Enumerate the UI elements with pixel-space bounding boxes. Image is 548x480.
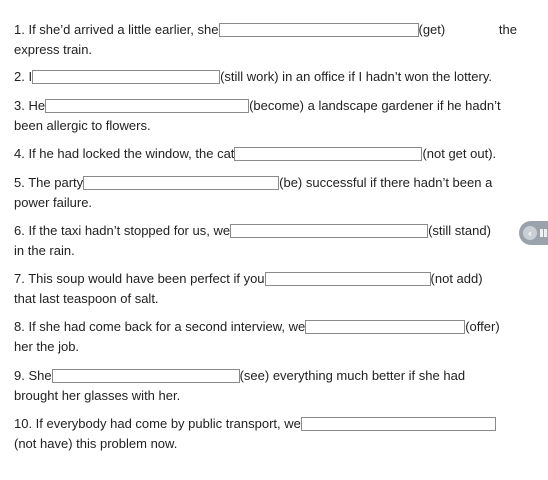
pause-icon <box>540 229 547 237</box>
item-2-text-before: 2. I <box>14 69 33 84</box>
exercise-item-6 <box>14 221 517 261</box>
item-8-answer-field[interactable] <box>305 320 465 334</box>
item-4-text-after: (not get out). <box>422 146 497 161</box>
item-1-answer-field[interactable] <box>219 23 419 37</box>
exercise-item-5 <box>14 173 517 213</box>
exercise-item-4 <box>14 144 517 164</box>
item-9-text-after: (see) everything much better if she had <box>239 368 466 383</box>
item-1-word-the: the <box>498 22 517 37</box>
exercise-item-7 <box>14 269 517 309</box>
item-8-text-after: (offer) <box>465 319 500 334</box>
item-2-answer-field[interactable] <box>32 70 220 84</box>
exercise-item-10 <box>14 414 517 454</box>
item-1-text-after: (get) <box>418 22 446 37</box>
item-8-continuation: her the job. <box>14 339 80 354</box>
item-3-text-after: (become) a landscape gardener if he hadn’t <box>249 98 501 113</box>
item-3-continuation: been allergic to flowers. <box>14 118 151 133</box>
exercise-item-9 <box>14 366 517 406</box>
item-7-continuation: that last teaspoon of salt. <box>14 291 159 306</box>
item-3-text-before: 3. He <box>14 98 46 113</box>
item-9-continuation: brought her glasses with her. <box>14 388 181 403</box>
item-4-text-before: 4. If he had locked the window, the cat <box>14 146 235 161</box>
side-panel-tab[interactable] <box>519 221 548 245</box>
item-7-text-before: 7. This soup would have been perfect if you <box>14 271 265 286</box>
exercise-item-2 <box>14 67 517 87</box>
item-5-continuation: power failure. <box>14 195 93 210</box>
item-6-text-after: (still stand) <box>428 223 491 238</box>
item-1-text-before: 1. If she’d arrived a little earlier, she <box>14 22 219 37</box>
chevron-left-icon: ‹ <box>523 226 537 240</box>
item-3-answer-field[interactable] <box>45 99 249 113</box>
item-1-continuation: express train. <box>14 42 93 57</box>
item-6-answer-field[interactable] <box>230 224 428 238</box>
item-8-text-before: 8. If she had come back for a second interview, we <box>14 319 306 334</box>
item-7-answer-field[interactable] <box>265 272 431 286</box>
item-6-text-before: 6. If the taxi hadn’t stopped for us, we <box>14 223 231 238</box>
item-5-text-before: 5. The party <box>14 175 84 190</box>
exercise-item-3 <box>14 96 517 136</box>
exercise-item-8 <box>14 317 517 357</box>
item-6-continuation: in the rain. <box>14 243 75 258</box>
item-2-text-after: (still work) in an office if I hadn’t won the lottery. <box>220 69 492 84</box>
item-9-answer-field[interactable] <box>52 369 240 383</box>
item-7-text-after: (not add) <box>430 271 483 286</box>
item-9-text-before: 9. She <box>14 368 52 383</box>
exercise-item-1 <box>14 20 517 60</box>
item-4-answer-field[interactable] <box>234 147 422 161</box>
item-10-answer-field[interactable] <box>301 417 496 431</box>
item-10-continuation: (not have) this problem now. <box>14 436 178 451</box>
item-5-text-after: (be) successful if there hadn’t been a <box>279 175 493 190</box>
item-10-text-before: 10. If everybody had come by public transport, we <box>14 416 301 431</box>
item-5-answer-field[interactable] <box>83 176 279 190</box>
